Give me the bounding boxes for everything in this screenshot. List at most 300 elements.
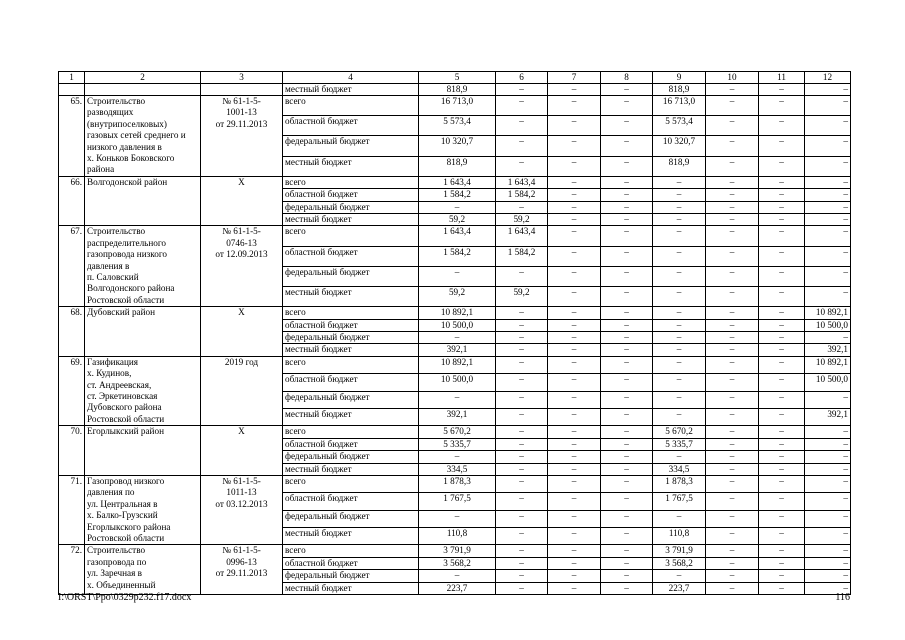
amount-cell: – (759, 570, 805, 582)
amount-cell: 1 643,4 (419, 226, 496, 246)
object-name-cell (85, 475, 201, 544)
amount-cell: – (601, 246, 653, 266)
column-header: 10 (706, 72, 759, 84)
column-header: 9 (653, 72, 706, 84)
amount-cell: – (805, 391, 851, 408)
amount-cell: – (419, 451, 496, 463)
amount-cell: – (805, 570, 851, 582)
amount-cell: – (601, 374, 653, 391)
row-number-cell: 71. (59, 475, 85, 544)
amount-cell: – (706, 213, 759, 225)
budget-type-cell: местный бюджет (283, 83, 419, 95)
document-line: № 61-1-5- (222, 475, 261, 486)
amount-cell: – (548, 319, 601, 331)
column-header: 2 (85, 72, 201, 84)
budget-type-cell: федеральный бюджет (283, 510, 419, 527)
amount-cell: – (548, 286, 601, 306)
amount-cell: – (601, 344, 653, 356)
budget-type-cell: местный бюджет (283, 408, 419, 425)
budget-type-cell: областной бюджет (283, 246, 419, 266)
amount-cell: 5 335,7 (653, 438, 706, 450)
row-number-cell: 68. (59, 307, 85, 357)
amount-cell: – (706, 319, 759, 331)
document-line: от 12.09.2013 (215, 249, 268, 260)
amount-cell: – (548, 374, 601, 391)
budget-type-cell: всего (283, 226, 419, 246)
object-name-line: низкого давления в (87, 141, 162, 152)
amount-cell: – (548, 475, 601, 492)
amount-cell: – (548, 116, 601, 136)
object-name-line: давления в (87, 260, 130, 271)
amount-cell: – (805, 136, 851, 156)
amount-cell: – (653, 451, 706, 463)
amount-cell: – (759, 136, 805, 156)
amount-cell: – (601, 391, 653, 408)
amount-cell: – (601, 189, 653, 201)
amount-cell: – (759, 557, 805, 569)
row-number-cell: 72. (59, 545, 85, 595)
amount-cell: – (759, 95, 805, 115)
amount-cell: 392,1 (419, 408, 496, 425)
amount-cell: 1 643,4 (496, 226, 548, 246)
amount-cell: – (548, 307, 601, 319)
amount-cell: – (496, 451, 548, 463)
amount-cell: 1 643,4 (496, 176, 548, 188)
amount-cell: – (496, 475, 548, 492)
amount-cell: – (759, 374, 805, 391)
column-header: 3 (201, 72, 283, 84)
amount-cell: – (548, 344, 601, 356)
amount-cell: – (805, 475, 851, 492)
budget-type-cell: местный бюджет (283, 156, 419, 176)
object-name-line: Дубовского района (87, 402, 162, 413)
amount-cell: 1 584,2 (496, 246, 548, 266)
amount-cell: – (759, 266, 805, 286)
amount-cell: – (706, 582, 759, 594)
continuation-row (59, 83, 851, 95)
budget-type-cell: всего (283, 475, 419, 492)
amount-cell: – (805, 95, 851, 115)
document-line: № 61-1-5- (222, 226, 261, 237)
budget-type-cell: местный бюджет (283, 582, 419, 594)
amount-cell: – (706, 557, 759, 569)
object-name-line: Газопровод низкого (87, 475, 165, 486)
amount-cell: – (496, 116, 548, 136)
document-line: Х (238, 176, 245, 187)
budget-type-cell: местный бюджет (283, 213, 419, 225)
object-name-line: ул. Центральная в (87, 498, 158, 509)
amount-cell: – (653, 374, 706, 391)
amount-cell: – (706, 116, 759, 136)
amount-cell: – (601, 493, 653, 510)
amount-cell: – (805, 451, 851, 463)
amount-cell: – (653, 510, 706, 527)
amount-cell: 1 584,2 (419, 246, 496, 266)
amount-cell: 5 670,2 (419, 426, 496, 438)
object-name-line: (внутрипоселковых) (87, 118, 167, 129)
amount-cell: – (548, 226, 601, 246)
amount-cell: 1 584,2 (496, 189, 548, 201)
amount-cell: – (759, 213, 805, 225)
amount-cell: – (805, 582, 851, 594)
amount-cell: – (548, 493, 601, 510)
amount-cell: 1 584,2 (419, 189, 496, 201)
amount-cell: – (601, 307, 653, 319)
budget-type-cell: всего (283, 426, 419, 438)
amount-cell: 392,1 (805, 344, 851, 356)
amount-cell: – (759, 201, 805, 213)
table-row (59, 356, 851, 373)
amount-cell: 334,5 (419, 463, 496, 475)
document-line: от 29.11.2013 (215, 568, 268, 579)
amount-cell: – (706, 95, 759, 115)
object-name-cell (85, 95, 201, 176)
amount-cell: – (706, 286, 759, 306)
amount-cell: – (653, 391, 706, 408)
amount-cell: – (548, 438, 601, 450)
amount-cell: – (759, 426, 805, 438)
amount-cell: – (601, 286, 653, 306)
amount-cell: – (706, 570, 759, 582)
amount-cell: 10 500,0 (419, 319, 496, 331)
amount-cell: – (706, 438, 759, 450)
amount-cell: – (759, 391, 805, 408)
amount-cell: – (805, 332, 851, 344)
object-name-line: Волгодонской район (87, 176, 168, 187)
amount-cell: – (601, 408, 653, 425)
amount-cell: – (706, 545, 759, 557)
amount-cell: – (759, 527, 805, 544)
amount-cell: 110,8 (653, 527, 706, 544)
amount-cell: – (706, 176, 759, 188)
budget-table (58, 71, 851, 595)
amount-cell: – (548, 582, 601, 594)
row-number-cell (59, 83, 85, 95)
object-name-line: Егорлыкского района (87, 521, 171, 532)
amount-cell: – (496, 408, 548, 425)
amount-cell: – (706, 493, 759, 510)
amount-cell: – (706, 475, 759, 492)
object-name-line: газовых сетей среднего и (87, 130, 186, 141)
amount-cell: – (496, 266, 548, 286)
amount-cell: – (496, 391, 548, 408)
document-line: от 29.11.2013 (215, 118, 268, 129)
amount-cell: – (601, 582, 653, 594)
column-header: 1 (59, 72, 85, 84)
amount-cell: – (496, 95, 548, 115)
amount-cell: – (601, 176, 653, 188)
amount-cell: 5 670,2 (653, 426, 706, 438)
column-header: 12 (805, 72, 851, 84)
object-name-line: Строительство (87, 226, 146, 237)
column-header: 7 (548, 72, 601, 84)
amount-cell: – (548, 510, 601, 527)
amount-cell: – (496, 307, 548, 319)
amount-cell: 10 892,1 (805, 356, 851, 373)
document-line: 0996-13 (226, 556, 257, 567)
amount-cell: 818,9 (653, 156, 706, 176)
amount-cell: – (601, 463, 653, 475)
amount-cell: – (548, 156, 601, 176)
budget-type-cell: всего (283, 176, 419, 188)
amount-cell: – (805, 438, 851, 450)
amount-cell: – (548, 95, 601, 115)
amount-cell: – (548, 408, 601, 425)
document-line: от 03.12.2013 (215, 498, 268, 509)
column-header: 5 (419, 72, 496, 84)
amount-cell: – (653, 226, 706, 246)
amount-cell: – (419, 332, 496, 344)
amount-cell: – (706, 463, 759, 475)
amount-cell: – (805, 527, 851, 544)
amount-cell: 16 713,0 (419, 95, 496, 115)
amount-cell: – (419, 266, 496, 286)
amount-cell: – (548, 463, 601, 475)
amount-cell: – (496, 582, 548, 594)
amount-cell: – (548, 189, 601, 201)
amount-cell: – (805, 226, 851, 246)
amount-cell: – (496, 463, 548, 475)
document-line: Х (238, 307, 245, 318)
amount-cell: – (653, 408, 706, 425)
object-name-line: Ростовской области (87, 413, 165, 424)
object-name-cell (85, 356, 201, 425)
object-name-line: Ростовской области (87, 294, 165, 305)
amount-cell: – (759, 226, 805, 246)
amount-cell: – (548, 557, 601, 569)
amount-cell: – (601, 510, 653, 527)
amount-cell: – (805, 176, 851, 188)
object-name-line: х. Балко-Грузский (87, 510, 158, 521)
document-cell (201, 226, 283, 307)
amount-cell: – (548, 201, 601, 213)
budget-type-cell: местный бюджет (283, 527, 419, 544)
object-name-line: газопровода низкого (87, 249, 167, 260)
amount-cell: – (759, 83, 805, 95)
amount-cell: – (496, 438, 548, 450)
row-number-cell: 69. (59, 356, 85, 425)
amount-cell: – (805, 266, 851, 286)
budget-type-cell: областной бюджет (283, 493, 419, 510)
amount-cell: – (653, 201, 706, 213)
amount-cell: – (601, 451, 653, 463)
document-line: № 61-1-5- (222, 95, 261, 106)
amount-cell: – (419, 201, 496, 213)
amount-cell: – (805, 493, 851, 510)
amount-cell: – (601, 136, 653, 156)
amount-cell: – (706, 83, 759, 95)
amount-cell: – (548, 426, 601, 438)
amount-cell: – (653, 176, 706, 188)
budget-type-cell: федеральный бюджет (283, 391, 419, 408)
amount-cell: – (601, 116, 653, 136)
amount-cell: – (759, 545, 805, 557)
amount-cell: – (706, 356, 759, 373)
budget-type-cell: местный бюджет (283, 286, 419, 306)
budget-type-cell: областной бюджет (283, 319, 419, 331)
amount-cell: 110,8 (419, 527, 496, 544)
amount-cell: – (706, 307, 759, 319)
amount-cell: – (653, 356, 706, 373)
amount-cell: – (601, 527, 653, 544)
amount-cell: – (548, 266, 601, 286)
amount-cell: – (805, 510, 851, 527)
amount-cell: – (601, 356, 653, 373)
amount-cell: – (653, 332, 706, 344)
amount-cell: – (759, 408, 805, 425)
budget-type-cell: областной бюджет (283, 557, 419, 569)
table-row (59, 307, 851, 319)
amount-cell: – (548, 391, 601, 408)
amount-cell: – (759, 246, 805, 266)
amount-cell: – (706, 391, 759, 408)
amount-cell: – (601, 557, 653, 569)
amount-cell: 392,1 (805, 408, 851, 425)
document-cell (201, 475, 283, 544)
amount-cell: – (548, 176, 601, 188)
amount-cell: – (419, 570, 496, 582)
amount-cell: 10 500,0 (805, 374, 851, 391)
amount-cell: – (805, 545, 851, 557)
amount-cell: – (496, 545, 548, 557)
object-name-line: ул. Заречная в (87, 568, 142, 579)
amount-cell: 334,5 (653, 463, 706, 475)
amount-cell: – (496, 332, 548, 344)
amount-cell: – (759, 286, 805, 306)
budget-type-cell: всего (283, 545, 419, 557)
amount-cell: 59,2 (419, 213, 496, 225)
amount-cell: 392,1 (419, 344, 496, 356)
amount-cell: – (548, 545, 601, 557)
amount-cell: 5 573,4 (419, 116, 496, 136)
amount-cell: – (548, 213, 601, 225)
object-name-line: Строительство (87, 545, 146, 556)
table-row (59, 475, 851, 492)
object-name-cell (85, 307, 201, 357)
amount-cell: – (653, 286, 706, 306)
amount-cell: – (496, 510, 548, 527)
budget-type-cell: федеральный бюджет (283, 570, 419, 582)
amount-cell: – (496, 570, 548, 582)
amount-cell: – (601, 156, 653, 176)
amount-cell: – (759, 189, 805, 201)
amount-cell: 10 892,1 (805, 307, 851, 319)
amount-cell: 59,2 (496, 286, 548, 306)
amount-cell: 59,2 (496, 213, 548, 225)
object-name-cell (85, 545, 201, 595)
budget-type-cell: федеральный бюджет (283, 332, 419, 344)
object-name-line: разводящих (87, 107, 134, 118)
amount-cell: – (706, 246, 759, 266)
document-line: 2019 год (224, 356, 259, 367)
amount-cell: – (805, 286, 851, 306)
amount-cell: – (653, 307, 706, 319)
budget-type-cell: местный бюджет (283, 463, 419, 475)
table-row (59, 226, 851, 246)
object-name-cell (85, 226, 201, 307)
amount-cell: – (706, 332, 759, 344)
amount-cell: – (706, 451, 759, 463)
amount-cell: – (759, 438, 805, 450)
amount-cell: – (805, 246, 851, 266)
document-cell (201, 545, 283, 595)
amount-cell: 1 767,5 (419, 493, 496, 510)
amount-cell: 818,9 (653, 83, 706, 95)
amount-cell: – (601, 570, 653, 582)
amount-cell: – (419, 510, 496, 527)
amount-cell: – (706, 426, 759, 438)
amount-cell: – (601, 332, 653, 344)
object-name-line: ст. Эркетиновская (87, 391, 158, 402)
amount-cell: – (805, 426, 851, 438)
amount-cell: – (805, 156, 851, 176)
amount-cell: – (548, 356, 601, 373)
amount-cell: – (653, 319, 706, 331)
amount-cell: – (496, 83, 548, 95)
amount-cell: – (496, 374, 548, 391)
amount-cell: – (496, 136, 548, 156)
amount-cell: – (706, 510, 759, 527)
budget-type-cell: областной бюджет (283, 189, 419, 201)
amount-cell: – (601, 319, 653, 331)
amount-cell: – (496, 426, 548, 438)
object-name-cell (85, 83, 201, 95)
object-name-line: х. Кудинов, (87, 368, 132, 379)
document-cell (201, 426, 283, 476)
amount-cell: – (759, 510, 805, 527)
amount-cell: – (759, 582, 805, 594)
amount-cell: – (601, 83, 653, 95)
amount-cell: 223,7 (653, 582, 706, 594)
amount-cell: – (706, 374, 759, 391)
object-name-line: х. Коньков Боковского (87, 152, 175, 163)
amount-cell: – (653, 189, 706, 201)
amount-cell: – (805, 201, 851, 213)
amount-cell: – (653, 266, 706, 286)
amount-cell: 818,9 (419, 156, 496, 176)
document-cell (201, 307, 283, 357)
row-number-cell: 70. (59, 426, 85, 476)
object-name-line: х. Объединенный (87, 579, 156, 590)
column-header: 6 (496, 72, 548, 84)
amount-cell: – (548, 527, 601, 544)
amount-cell: 10 320,7 (653, 136, 706, 156)
amount-cell: – (706, 226, 759, 246)
amount-cell: – (548, 246, 601, 266)
header-row (59, 72, 851, 84)
budget-type-cell: федеральный бюджет (283, 451, 419, 463)
amount-cell: – (706, 189, 759, 201)
amount-cell: – (759, 451, 805, 463)
amount-cell: – (548, 332, 601, 344)
budget-type-cell: областной бюджет (283, 116, 419, 136)
amount-cell: – (805, 189, 851, 201)
budget-type-cell: федеральный бюджет (283, 136, 419, 156)
object-name-line: Газификация (87, 356, 139, 367)
object-name-cell (85, 426, 201, 476)
amount-cell: – (601, 201, 653, 213)
document-cell (201, 95, 283, 176)
amount-cell: – (706, 156, 759, 176)
document-line: 1001-13 (226, 107, 257, 118)
amount-cell: 10 892,1 (419, 356, 496, 373)
column-header: 4 (283, 72, 419, 84)
amount-cell: – (759, 475, 805, 492)
object-name-line: Ростовской области (87, 532, 165, 543)
amount-cell: – (496, 527, 548, 544)
amount-cell: – (601, 266, 653, 286)
row-number-cell: 67. (59, 226, 85, 307)
